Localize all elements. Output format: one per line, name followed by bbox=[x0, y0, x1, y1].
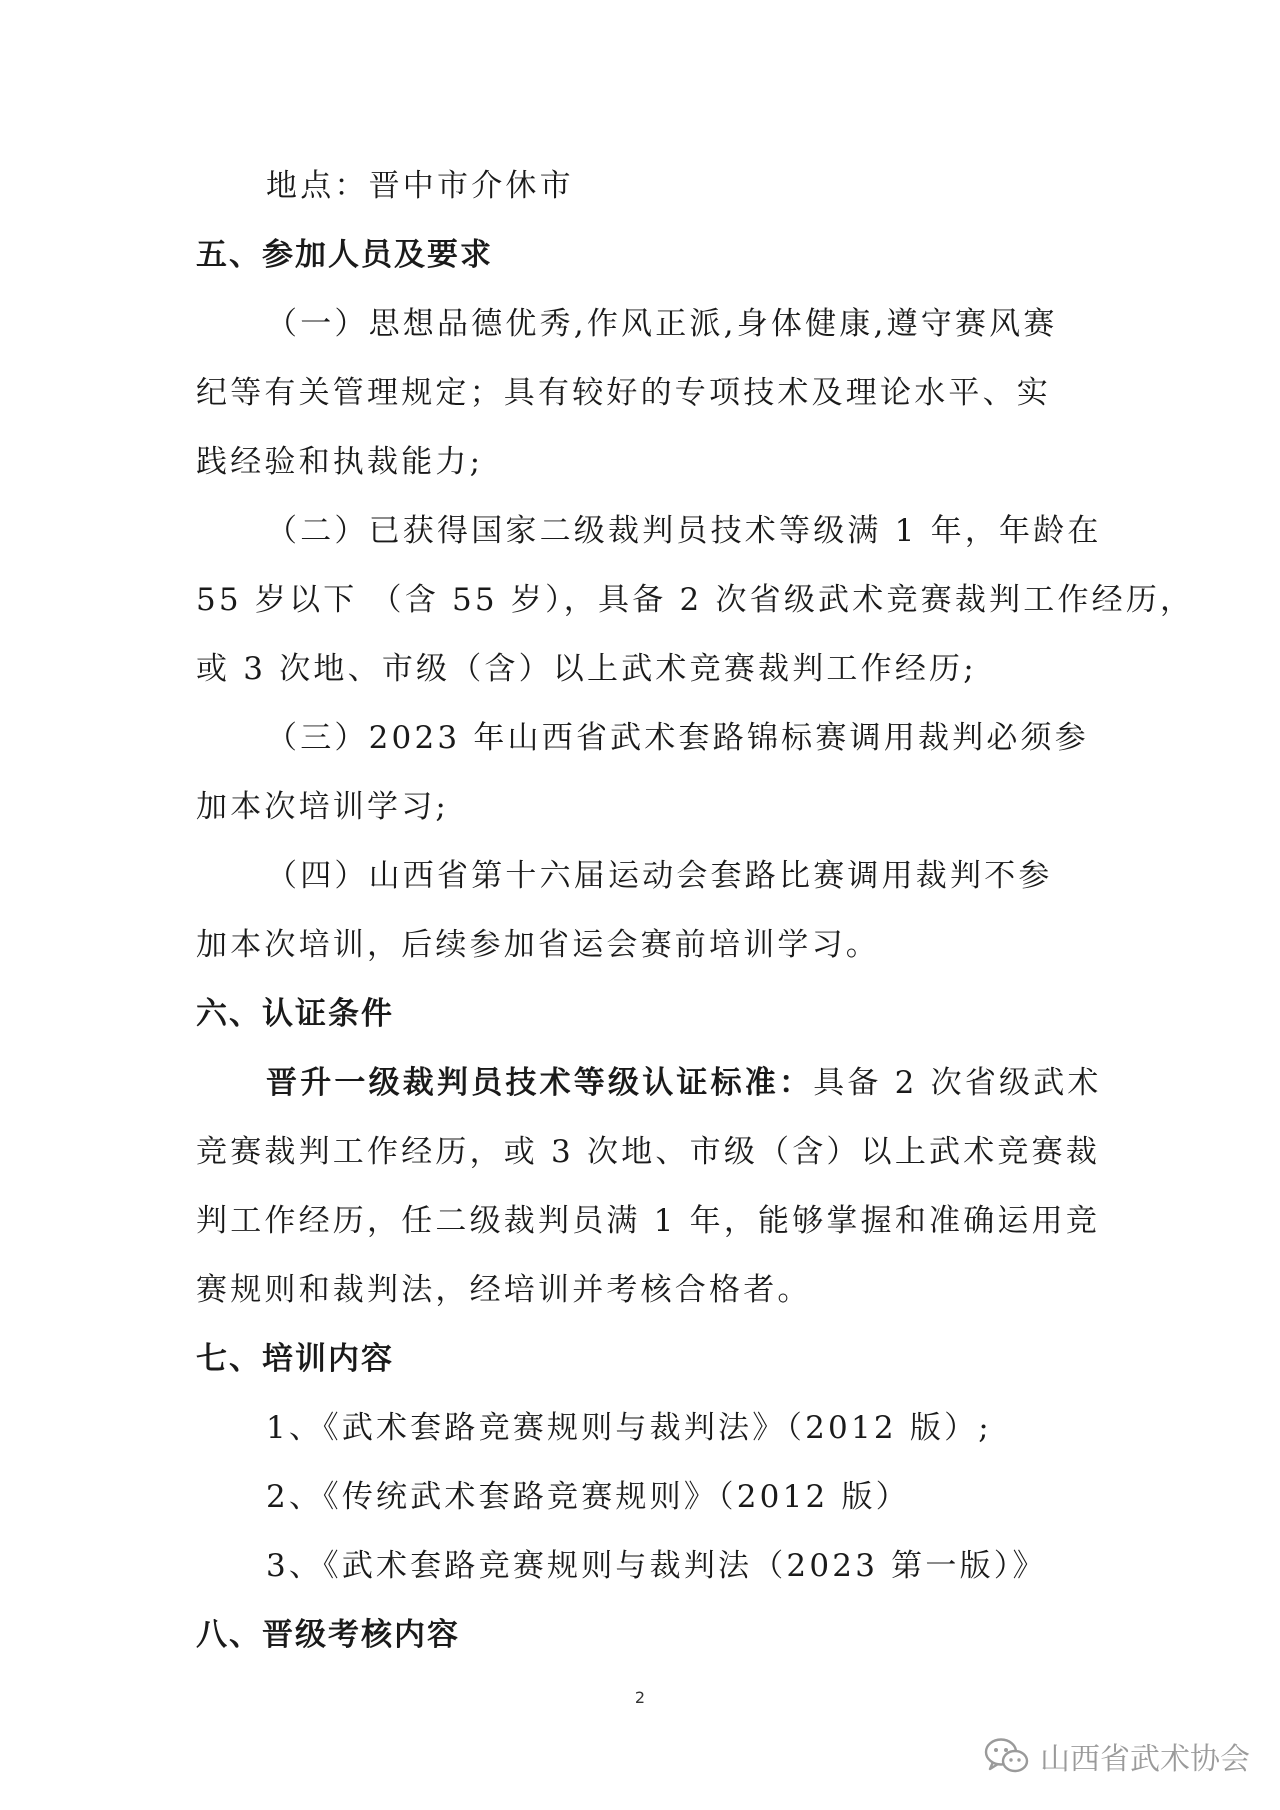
certification-line-1-text: 具备 2 次省级武术 bbox=[813, 1065, 1102, 1101]
requirement-1-line-1: （一）思想品德优秀,作风正派,身体健康,遵守赛风赛 bbox=[266, 306, 1058, 342]
section-heading-8: 八、晋级考核内容 bbox=[196, 1617, 460, 1653]
requirement-4-line-2: 加本次培训，后续参加省运会赛前培训学习。 bbox=[196, 927, 880, 963]
section-heading-6: 六、认证条件 bbox=[196, 996, 394, 1032]
watermark bbox=[984, 1734, 1250, 1778]
location-line: 地点：晋中市介休市 bbox=[266, 168, 574, 204]
requirement-1-line-2: 纪等有关管理规定；具有较好的专项技术及理论水平、实 bbox=[196, 375, 1051, 411]
certification-standard-label: 晋升一级裁判员技术等级认证标准： bbox=[266, 1065, 814, 1101]
training-item-1: 1、《武术套路竞赛规则与裁判法》（2012 版）; bbox=[266, 1410, 992, 1446]
requirement-4-line-1: （四）山西省第十六届运动会套路比赛调用裁判不参 bbox=[266, 858, 1053, 894]
section-heading-7: 七、培训内容 bbox=[196, 1341, 394, 1377]
requirement-3-line-1: （三）2023 年山西省武术套路锦标赛调用裁判必须参 bbox=[266, 720, 1089, 756]
certification-line-4: 赛规则和裁判法，经培训并考核合格者。 bbox=[196, 1272, 812, 1308]
requirement-3-line-2: 加本次培训学习; bbox=[196, 789, 450, 825]
page-number: 2 bbox=[634, 1688, 646, 1707]
requirement-2-line-3: 或 3 次地、市级（含）以上武术竞赛裁判工作经历; bbox=[196, 651, 977, 687]
certification-line-2: 竞赛裁判工作经历，或 3 次地、市级（含）以上武术竞赛裁 bbox=[196, 1134, 1101, 1170]
watermark-text: 山西省武术协会 bbox=[1040, 1742, 1250, 1777]
certification-line-1 bbox=[266, 1063, 1166, 1103]
wechat-icon bbox=[984, 1736, 1030, 1776]
requirement-2-line-1: （二）已获得国家二级裁判员技术等级满 1 年，年龄在 bbox=[266, 513, 1102, 549]
requirement-1-line-3: 践经验和执裁能力; bbox=[196, 444, 484, 480]
training-item-2: 2、《传统武术套路竞赛规则》（2012 版） bbox=[266, 1479, 910, 1515]
section-heading-5: 五、参加人员及要求 bbox=[196, 237, 493, 273]
requirement-2-line-2: 55 岁以下 （含 55 岁），具备 2 次省级武术竞赛裁判工作经历， bbox=[196, 582, 1195, 618]
training-item-3: 3、《武术套路竞赛规则与裁判法（2023 第一版）》 bbox=[266, 1548, 1047, 1584]
certification-line-3: 判工作经历，任二级裁判员满 1 年，能够掌握和准确运用竞 bbox=[196, 1203, 1101, 1239]
